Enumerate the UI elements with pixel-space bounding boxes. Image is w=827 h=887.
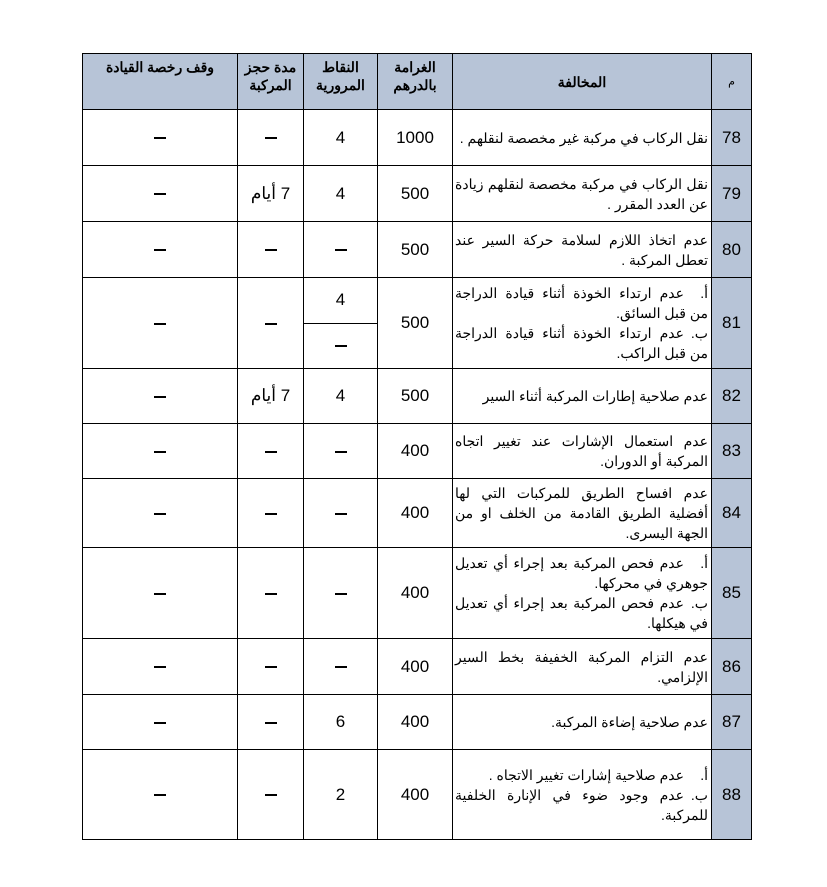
header-number: م bbox=[712, 54, 752, 110]
fine-cell bbox=[378, 639, 453, 695]
header-violation: المخالفة bbox=[453, 54, 712, 110]
violation-text: عدم افساح الطريق للمركبات التي لها أفضلية الطريق القادمة من الخلف او من الجهة اليسرى. bbox=[455, 485, 708, 541]
impound-cell bbox=[238, 278, 304, 369]
points-value: 4 bbox=[335, 183, 346, 203]
violation-text: نقل الركاب في مركبة مخصصة لنقلهم زيادة عن العدد المقرر . bbox=[455, 175, 708, 212]
points-value-a: 4 bbox=[335, 290, 346, 310]
suspension-value bbox=[154, 249, 166, 251]
fine-cell bbox=[378, 424, 453, 479]
violation-text: عدم التزام المركبة الخفيفة بخط السير الإلزامي. bbox=[455, 648, 708, 685]
suspension-cell bbox=[83, 639, 238, 695]
sub-item-label: أ. bbox=[700, 555, 708, 571]
row-number: 86 bbox=[712, 639, 752, 695]
row-number: 79 bbox=[712, 166, 752, 222]
impound-cell bbox=[238, 166, 304, 222]
suspension-value bbox=[154, 722, 166, 724]
suspension-value bbox=[154, 193, 166, 195]
table-row bbox=[83, 369, 752, 424]
violation-description bbox=[453, 369, 712, 424]
violation-description bbox=[453, 639, 712, 695]
points-value: 6 bbox=[335, 712, 346, 731]
table-row bbox=[83, 424, 752, 479]
violation-text: عدم صلاحية إضاءة المركبة. bbox=[551, 714, 708, 730]
sub-item-label: ب. bbox=[690, 786, 708, 803]
sub-item-b bbox=[455, 323, 708, 363]
points-value bbox=[335, 451, 347, 453]
suspension-cell bbox=[83, 479, 238, 548]
impound-cell bbox=[238, 750, 304, 840]
points-value bbox=[335, 513, 347, 515]
impound-cell bbox=[238, 695, 304, 750]
impound-cell bbox=[238, 424, 304, 479]
impound-value bbox=[265, 249, 277, 251]
fine-value: 500 bbox=[400, 386, 430, 405]
table-row bbox=[83, 479, 752, 548]
fine-value: 500 bbox=[400, 313, 430, 332]
table-row bbox=[83, 750, 752, 840]
fine-value: 400 bbox=[400, 656, 430, 676]
suspension-cell bbox=[83, 278, 238, 369]
table-row bbox=[83, 695, 752, 750]
table-row bbox=[83, 110, 752, 166]
sub-item-label: أ. bbox=[700, 285, 708, 301]
sub-item-text: عدم فحص المركبة بعد إجراء أي تعديل في هيكلها. bbox=[455, 595, 708, 631]
header-suspension: وقف رخصة القيادة bbox=[83, 54, 238, 110]
points-cell bbox=[304, 639, 378, 695]
impound-cell bbox=[238, 222, 304, 278]
header-impound: مدة حجز المركبة bbox=[238, 54, 304, 110]
sub-item-text: عدم ارتداء الخوذة أثناء قيادة الدراجة من قبل الراكب. bbox=[455, 325, 708, 361]
sub-item-text: عدم فحص المركبة بعد إجراء أي تعديل جوهري في محركها. bbox=[455, 555, 708, 591]
suspension-value bbox=[154, 323, 166, 325]
row-number: 78 bbox=[712, 110, 752, 166]
suspension-cell bbox=[83, 695, 238, 750]
row-number: 85 bbox=[712, 548, 752, 639]
impound-value bbox=[265, 451, 277, 453]
points-value bbox=[335, 593, 347, 595]
suspension-value bbox=[154, 513, 166, 515]
row-number: 80 bbox=[712, 222, 752, 278]
impound-value bbox=[265, 666, 277, 668]
points-cell bbox=[304, 369, 378, 424]
suspension-cell bbox=[83, 110, 238, 166]
sub-item-b bbox=[455, 593, 708, 633]
points-cell bbox=[304, 110, 378, 166]
fine-cell bbox=[378, 548, 453, 639]
violation-description bbox=[453, 424, 712, 479]
suspension-cell bbox=[83, 369, 238, 424]
points-cell bbox=[304, 222, 378, 278]
fine-cell bbox=[378, 166, 453, 222]
suspension-value bbox=[154, 137, 166, 139]
points-cell bbox=[304, 695, 378, 750]
points-cell bbox=[304, 166, 378, 222]
violation-description bbox=[453, 750, 712, 840]
table-row bbox=[83, 222, 752, 278]
table-row bbox=[83, 639, 752, 695]
violation-text: عدم اتخاذ اللازم لسلامة حركة السير عند تعطل المركبة . bbox=[455, 231, 708, 268]
suspension-cell bbox=[83, 166, 238, 222]
impound-cell bbox=[238, 548, 304, 639]
fine-value: 400 bbox=[400, 441, 430, 460]
fine-value: 500 bbox=[400, 239, 430, 259]
impound-value bbox=[265, 323, 277, 325]
points-value: 2 bbox=[335, 784, 346, 804]
impound-cell bbox=[238, 639, 304, 695]
row-number: 87 bbox=[712, 695, 752, 750]
violation-description bbox=[453, 166, 712, 222]
points-cell bbox=[304, 278, 378, 369]
table-row bbox=[83, 278, 752, 369]
impound-cell bbox=[238, 369, 304, 424]
fine-value: 1000 bbox=[396, 127, 434, 147]
sub-item-a bbox=[455, 283, 708, 323]
row-number: 83 bbox=[712, 424, 752, 479]
sub-item-label: أ. bbox=[700, 766, 708, 783]
table-row bbox=[83, 166, 752, 222]
violation-description bbox=[453, 479, 712, 548]
impound-cell bbox=[238, 110, 304, 166]
table-row bbox=[83, 548, 752, 639]
points-cell bbox=[304, 750, 378, 840]
fine-cell bbox=[378, 278, 453, 369]
suspension-value bbox=[154, 451, 166, 453]
impound-value: 7 أيام bbox=[250, 386, 291, 405]
impound-value bbox=[265, 513, 277, 515]
points-value bbox=[335, 666, 347, 668]
sub-item-b bbox=[455, 785, 708, 825]
suspension-cell bbox=[83, 222, 238, 278]
fine-value: 500 bbox=[400, 183, 430, 203]
row-number: 84 bbox=[712, 479, 752, 548]
sub-item-a bbox=[455, 553, 708, 593]
suspension-value bbox=[154, 593, 166, 595]
violation-text: عدم استعمال الإشارات عند تغيير اتجاه المركبة أو الدوران. bbox=[455, 433, 708, 469]
points-cell bbox=[304, 424, 378, 479]
suspension-cell bbox=[83, 750, 238, 840]
row-number: 82 bbox=[712, 369, 752, 424]
header-row bbox=[83, 54, 752, 110]
violations-table bbox=[82, 53, 752, 840]
points-value: 4 bbox=[335, 386, 346, 405]
points-value bbox=[335, 249, 347, 251]
fine-value: 400 bbox=[400, 583, 430, 602]
points-cell bbox=[304, 479, 378, 548]
impound-value bbox=[265, 722, 277, 724]
points-cell bbox=[304, 548, 378, 639]
fine-cell bbox=[378, 110, 453, 166]
suspension-value bbox=[154, 794, 166, 796]
points-value: 4 bbox=[335, 127, 346, 147]
suspension-cell bbox=[83, 424, 238, 479]
violation-text: نقل الركاب في مركبة غير مخصصة لنقلهم . bbox=[459, 129, 708, 146]
row-number: 88 bbox=[712, 750, 752, 840]
fine-cell bbox=[378, 222, 453, 278]
fine-cell bbox=[378, 750, 453, 840]
suspension-value bbox=[154, 666, 166, 668]
fine-value: 400 bbox=[400, 503, 430, 522]
sub-item-text: عدم وجود ضوء في الإنارة الخلفية للمركبة. bbox=[455, 786, 708, 823]
fine-value: 400 bbox=[400, 712, 430, 731]
header-points: النقاط المرورية bbox=[304, 54, 378, 110]
sub-item-label: ب. bbox=[690, 325, 708, 341]
points-value-b bbox=[335, 345, 347, 347]
impound-value: 7 أيام bbox=[250, 183, 291, 203]
sub-item-text: عدم صلاحية إشارات تغيير الاتجاه . bbox=[488, 766, 684, 783]
fine-cell bbox=[378, 695, 453, 750]
suspension-cell bbox=[83, 548, 238, 639]
violation-description bbox=[453, 110, 712, 166]
violation-description bbox=[453, 222, 712, 278]
impound-value bbox=[265, 794, 277, 796]
impound-value bbox=[265, 137, 277, 139]
violation-description bbox=[453, 548, 712, 639]
impound-value bbox=[265, 593, 277, 595]
sub-item-label: ب. bbox=[690, 595, 708, 611]
fine-cell bbox=[378, 479, 453, 548]
violation-text: عدم صلاحية إطارات المركبة أثناء السير bbox=[482, 388, 708, 404]
fine-cell bbox=[378, 369, 453, 424]
impound-cell bbox=[238, 479, 304, 548]
fine-value: 400 bbox=[400, 784, 430, 804]
header-fine: الغرامة بالدرهم bbox=[378, 54, 453, 110]
sub-item-text: عدم ارتداء الخوذة أثناء قيادة الدراجة من قبل السائق. bbox=[455, 285, 708, 321]
row-number: 81 bbox=[712, 278, 752, 369]
sub-item-a bbox=[455, 765, 708, 785]
violation-description bbox=[453, 278, 712, 369]
suspension-value bbox=[154, 396, 166, 398]
violation-description bbox=[453, 695, 712, 750]
